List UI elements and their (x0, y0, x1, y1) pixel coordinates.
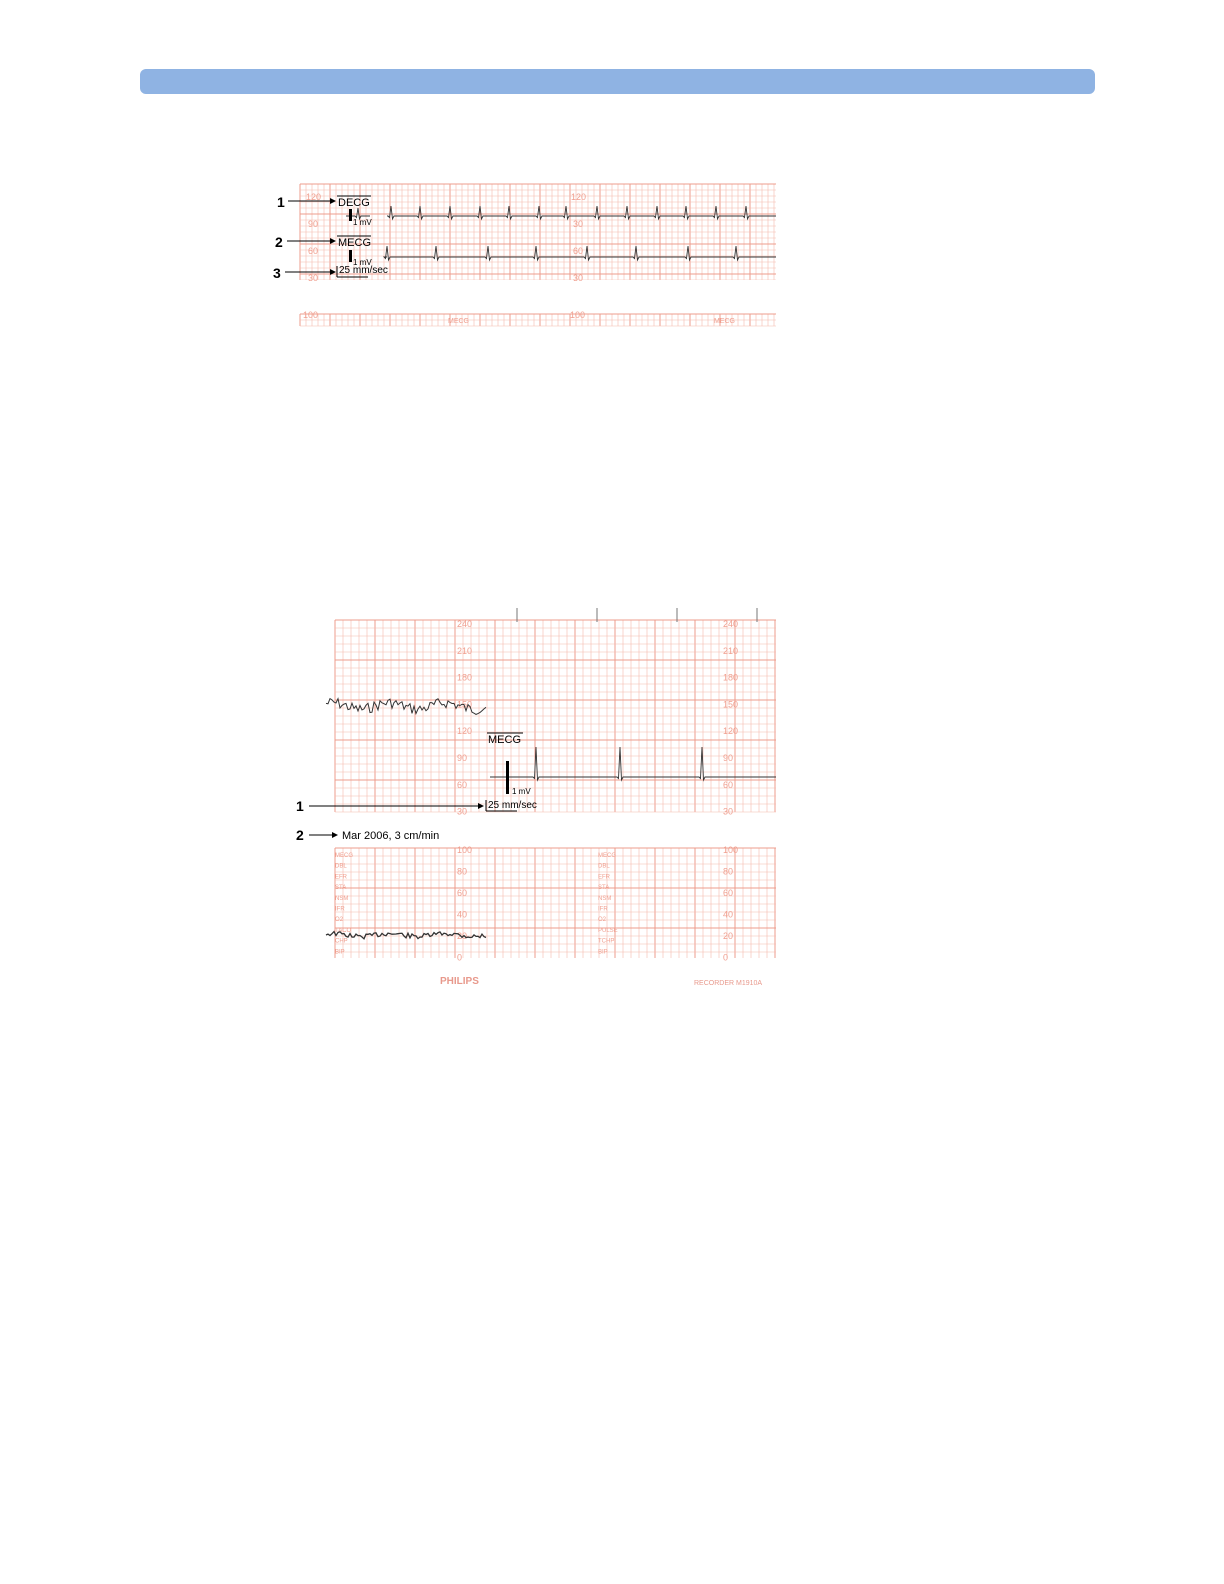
mode-label: CHP (335, 938, 348, 945)
mode-label: DBL (598, 863, 610, 870)
fhr-scale-label: 90 (457, 753, 468, 763)
mode-label: NSM (335, 895, 349, 902)
fhr-scale-label: 120 (723, 726, 739, 737)
callout-number-2: 2 (296, 827, 304, 843)
mode-label: O2 (598, 917, 607, 924)
fhr-scale-label: 210 (723, 645, 739, 656)
uterine-scale-label: 0 (723, 952, 729, 963)
mecg-label: MECG (488, 734, 521, 746)
fhr-scale-label: 60 (723, 779, 734, 790)
fhr-scale-label: 210 (457, 645, 473, 656)
uterine-scale-label: 100 (457, 845, 473, 855)
mode-label: STA (335, 885, 347, 892)
scale-label: 30 (573, 273, 584, 283)
mode-label: MECG (335, 853, 353, 859)
recorder-strip-1-svg (270, 180, 790, 340)
fhr-scale-label: 150 (457, 699, 473, 710)
mode-label: DBL (335, 863, 347, 870)
scale-label: 60 (308, 246, 319, 256)
grid-paper (330, 608, 790, 958)
mode-label: PULSE (598, 927, 618, 934)
scale-label: 100 (570, 310, 586, 320)
scale-label: 120 (571, 192, 587, 202)
mecg-trace (490, 747, 776, 780)
paper-gap (300, 280, 780, 312)
recorder-strip-figure-1 (270, 180, 790, 340)
mode-label: IFR (598, 906, 608, 913)
uterine-scale-label: 40 (457, 909, 468, 920)
uterine-scale-label: 20 (457, 931, 468, 941)
calibration-label: 1 mV (353, 258, 372, 267)
speed-label: 25 mm/sec (339, 265, 388, 276)
calibration-bar (349, 209, 352, 221)
mode-label: EFR (335, 874, 347, 881)
scale-label: 60 (573, 246, 584, 256)
scale-label: 90 (308, 219, 319, 229)
calibration-bar (506, 761, 509, 794)
uterine-scale-label: 20 (723, 931, 734, 941)
uterine-scale-label: 80 (723, 866, 734, 877)
fhr-scale-label: 90 (723, 753, 734, 763)
mode-label: TCHP (598, 938, 615, 945)
decg-label: DECG (338, 197, 370, 209)
recorder-strip-2-svg (290, 600, 790, 1000)
mode-label: EFR (598, 874, 610, 881)
callout-arrowhead (330, 198, 336, 204)
callout-arrowhead (330, 238, 336, 244)
fhr-scale-label: 180 (723, 672, 739, 683)
philips-logo: PHILIPS (440, 976, 479, 987)
mode-label: MECG (598, 853, 616, 859)
uterine-scale-label: 0 (457, 952, 463, 963)
scale-label: 120 (306, 192, 322, 202)
calibration-bar (349, 250, 352, 262)
fhr-scale-label: 30 (723, 806, 734, 817)
mode-label: O2 (335, 917, 344, 924)
fhr-scale-label: 30 (457, 806, 468, 817)
strip-label: MECG (714, 318, 735, 325)
mode-label: NSM (598, 895, 612, 902)
mode-label: STA (598, 885, 610, 892)
uterine-scale-label: 40 (723, 909, 734, 920)
recorder-strip-figure-2 (290, 600, 790, 1000)
scale-label: 100 (303, 310, 319, 320)
uterine-scale-label: 60 (457, 888, 468, 898)
callout-number-3: 3 (273, 265, 281, 281)
scale-label: 30 (308, 273, 319, 283)
mecg-label: MECG (338, 237, 371, 249)
callout-number-1: 1 (296, 798, 304, 814)
fhr-scale-label: 240 (723, 619, 739, 629)
mode-label: BIP (598, 949, 608, 956)
uterine-scale-label: 60 (723, 888, 734, 898)
fhr-scale-label: 180 (457, 672, 473, 683)
strip-label: MECG (448, 318, 469, 325)
calibration-label: 1 mV (512, 787, 531, 796)
fhr-scale-label: 150 (723, 699, 739, 710)
scale-labels (335, 619, 738, 963)
callout-number-2: 2 (275, 234, 283, 250)
date-speed-label: Mar 2006, 3 cm/min (342, 830, 440, 842)
scale-label: 30 (573, 219, 584, 229)
calibration-label: 1 mV (353, 218, 372, 227)
callout-number-1: 1 (277, 194, 285, 210)
mode-label: BIP (335, 949, 345, 956)
fhr-scale-label: 60 (457, 779, 468, 790)
speed-label: 25 mm/sec (488, 800, 537, 811)
fhr-scale-label: 120 (457, 726, 473, 737)
mode-label: IFR (335, 906, 345, 913)
header-bar (140, 69, 1095, 94)
uterine-scale-label: 100 (723, 845, 739, 855)
recorder-label: RECORDER M1910A (694, 980, 763, 987)
grid-paper (300, 184, 780, 326)
fhr-scale-label: 240 (457, 619, 473, 629)
mode-label: TACO (335, 927, 352, 934)
uterine-scale-label: 80 (457, 866, 468, 877)
